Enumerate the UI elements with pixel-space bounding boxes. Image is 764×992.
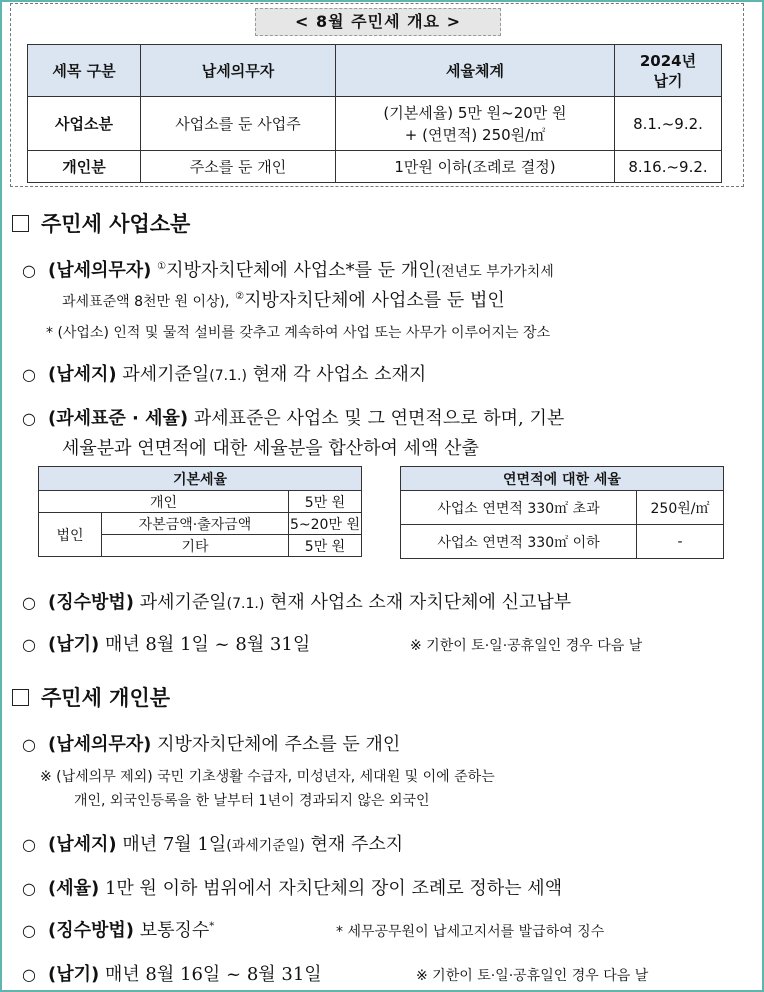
business-base-line1 <box>22 404 564 430</box>
table-row <box>39 513 362 535</box>
collect-small: (7.1.) <box>226 596 265 612</box>
circle-bullet-icon: ○ <box>22 593 36 612</box>
table-row <box>401 525 724 559</box>
capital-cell: 자본금액·출자금액 <box>102 513 289 535</box>
personal-due-line <box>22 960 322 986</box>
section-title: 주민세 개인분 <box>41 686 171 710</box>
area-over-amount: 250원/㎡ <box>637 491 724 525</box>
section-heading-personal <box>12 682 170 712</box>
individual-cell: 개인 <box>39 491 289 513</box>
cell-due: 8.1.~9.2. <box>615 97 722 151</box>
overview-table <box>27 44 722 183</box>
payer-text: 지방자치단체에 주소를 둔 개인 <box>157 734 401 755</box>
place-text2: 현재 각 사업소 소재지 <box>252 364 427 385</box>
header-rate: 세율체계 <box>336 45 615 97</box>
business-collect-line <box>22 588 571 614</box>
base-label: (과세표준 · 세율) <box>47 408 189 429</box>
circle-bullet-icon: ○ <box>22 365 36 384</box>
cell-payer: 주소를 둔 개인 <box>141 151 336 183</box>
collect-text2: 현재 사업소 소재 자치단체에 신고납부 <box>270 592 572 613</box>
place-label: (납세지) <box>47 364 117 385</box>
business-payer-line2 <box>62 286 505 312</box>
payer-small1: (전년도 부가가치세 <box>435 264 554 280</box>
individual-amount: 5만 원 <box>289 491 362 513</box>
cell-rate: 1만원 이하(조례로 결정) <box>336 151 615 183</box>
business-due-note: ※ 기한이 토·일·공휴일인 경우 다음 날 <box>410 638 643 654</box>
payer-label: (납세의무자) <box>47 260 152 281</box>
basic-rate-header: 기본세율 <box>39 467 362 491</box>
table-row <box>28 151 722 183</box>
personal-rate-line <box>22 874 562 900</box>
place-text2: 현재 주소지 <box>310 834 404 855</box>
overview-box <box>10 3 744 187</box>
header-due <box>615 45 722 97</box>
checkbox-square-icon <box>12 689 29 706</box>
area-over-cell: 사업소 연면적 330㎡ 초과 <box>401 491 637 525</box>
cell-type: 개인분 <box>28 151 141 183</box>
table-row <box>401 467 724 491</box>
header-payer: 납세의무자 <box>141 45 336 97</box>
cell-due: 8.16.~9.2. <box>615 151 722 183</box>
business-payer-note: * (사업소) 인적 및 물적 설비를 갖추고 계속하여 사업 또는 사무가 이루어지는 장소 <box>46 325 551 341</box>
table-row <box>39 467 362 491</box>
collect-label: (징수방법) <box>47 920 134 941</box>
overview-title: < 8월 주민세 개요 > <box>255 8 501 36</box>
table-row <box>28 45 722 97</box>
circle-bullet-icon: ○ <box>22 965 36 984</box>
place-text1: 매년 7월 1일 <box>122 834 227 855</box>
collect-label: (징수방법) <box>47 592 134 613</box>
asterisk-mark: * <box>209 921 215 932</box>
area-under-amount: - <box>637 525 724 559</box>
collect-text1: 과세기준일 <box>139 592 227 613</box>
circle-bullet-icon: ○ <box>22 835 36 854</box>
rate-line1: (기본세율) 5만 원~20만 원 <box>383 103 567 122</box>
other-amount: 5만 원 <box>289 535 362 557</box>
area-rate-table <box>400 466 724 559</box>
personal-payer-note2: 개인, 외국인등록을 한 날부터 1년이 경과되지 않은 외국인 <box>74 793 430 809</box>
business-payer-line1 <box>22 256 554 282</box>
rate-text: 1만 원 이하 범위에서 자치단체의 장이 조례로 정하는 세액 <box>104 878 563 899</box>
section-title: 주민세 사업소분 <box>41 212 191 236</box>
header-due-text: 2024년 납기 <box>639 51 697 90</box>
header-type: 세목 구분 <box>28 45 141 97</box>
circled-one-mark: ① <box>157 261 167 272</box>
payer-text2: 지방자치단체에 사업소를 둔 법인 <box>244 290 505 311</box>
place-small: (과세기준일) <box>226 838 305 854</box>
cell-type: 사업소분 <box>28 97 141 151</box>
base-text1: 과세표준은 사업소 및 그 연면적으로 하며, 기본 <box>193 408 565 429</box>
checkbox-square-icon <box>12 215 29 232</box>
due-label: (납기) <box>47 964 100 985</box>
personal-due-note: ※ 기한이 토·일·공휴일인 경우 다음 날 <box>416 968 649 984</box>
business-base-line2: 세율분과 연면적에 대한 세율분을 합산하여 세액 산출 <box>62 438 479 459</box>
area-under-cell: 사업소 연면적 330㎡ 이하 <box>401 525 637 559</box>
payer-text1: 지방자치단체에 사업소*를 둔 개인 <box>166 260 436 281</box>
due-text: 매년 8월 16일 ~ 8월 31일 <box>104 964 322 985</box>
rate-line2: + (연면적) 250원/㎡ <box>404 125 546 144</box>
business-place-line <box>22 360 426 386</box>
table-row <box>401 491 724 525</box>
personal-place-line <box>22 830 403 856</box>
place-label: (납세지) <box>47 834 117 855</box>
circle-bullet-icon: ○ <box>22 735 36 754</box>
capital-amount: 5~20만 원 <box>289 513 362 535</box>
circle-bullet-icon: ○ <box>22 261 36 280</box>
due-label: (납기) <box>47 634 100 655</box>
table-row <box>39 491 362 513</box>
circle-bullet-icon: ○ <box>22 635 36 654</box>
collect-text: 보통징수 <box>139 920 210 941</box>
circle-bullet-icon: ○ <box>22 409 36 428</box>
basic-rate-table <box>38 466 362 557</box>
rate-label: (세율) <box>47 878 100 899</box>
cell-rate <box>336 97 615 151</box>
area-rate-header: 연면적에 대한 세율 <box>401 467 724 491</box>
place-small: (7.1.) <box>209 368 247 384</box>
personal-payer-line <box>22 730 400 756</box>
personal-collect-note: * 세무공무원이 납세고지서를 발급하여 징수 <box>336 924 605 940</box>
section-heading-business <box>12 208 190 238</box>
circled-two-mark: ② <box>235 291 245 302</box>
payer-small2: 과세표준액 8천만 원 이상), <box>62 294 230 310</box>
corporation-cell: 법인 <box>39 513 102 557</box>
circle-bullet-icon: ○ <box>22 921 36 940</box>
cell-payer: 사업소를 둔 사업주 <box>141 97 336 151</box>
business-due-line <box>22 630 310 656</box>
personal-payer-note1: ※ (납세의무 제외) 국민 기초생활 수급자, 미성년자, 세대원 및 이에 준하는 <box>40 769 495 785</box>
other-cell: 기타 <box>102 535 289 557</box>
circle-bullet-icon: ○ <box>22 879 36 898</box>
personal-collect-line <box>22 916 214 942</box>
table-row <box>28 97 722 151</box>
place-text1: 과세기준일 <box>122 364 210 385</box>
due-text: 매년 8월 1일 ~ 8월 31일 <box>104 634 311 655</box>
payer-label: (납세의무자) <box>47 734 152 755</box>
